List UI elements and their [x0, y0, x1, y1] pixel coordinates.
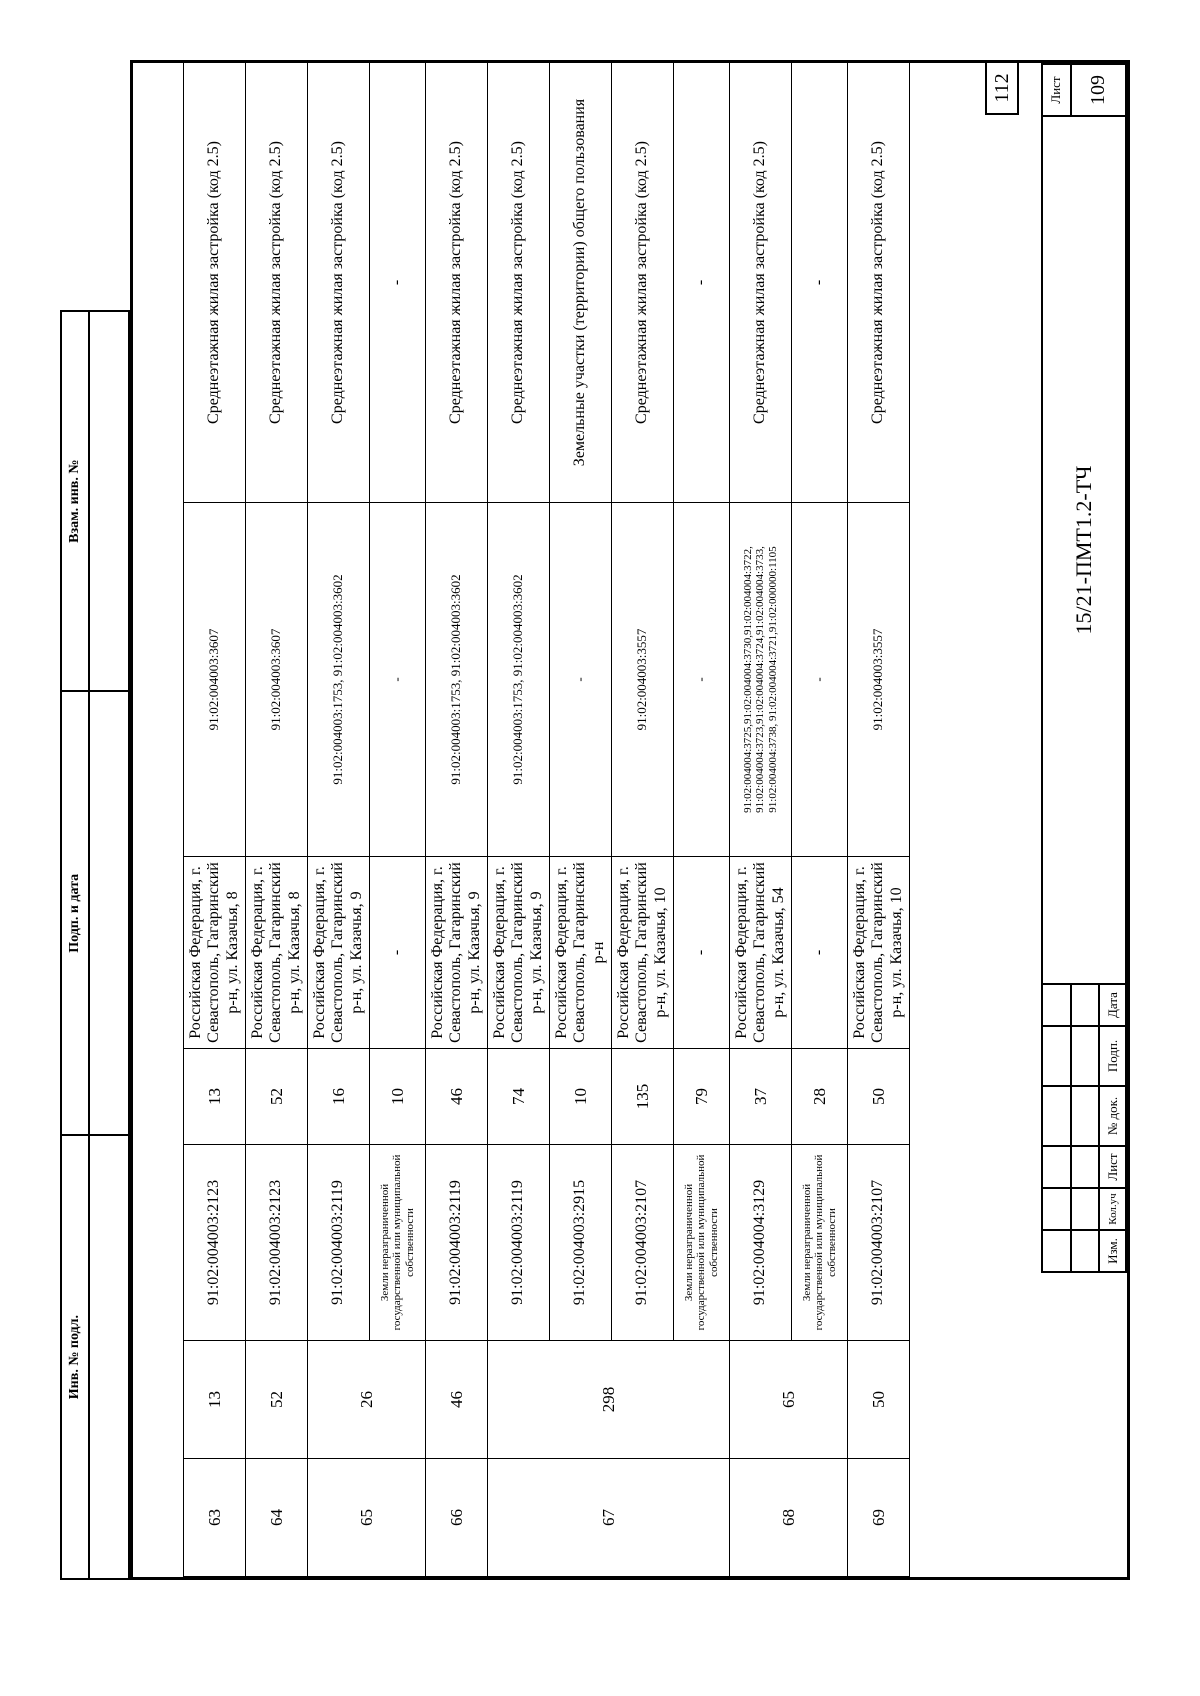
title-cell: [1042, 1026, 1071, 1086]
cadastral-cell: -: [674, 503, 730, 857]
cadastral-cell: 91:02:004003:3607: [184, 503, 246, 857]
parcel-cell: 91:02:004003:2119: [426, 1145, 488, 1341]
row-number: 68: [730, 1459, 848, 1577]
use-cell: -: [370, 63, 426, 503]
area-cell: 16: [308, 1049, 370, 1145]
use-cell: -: [674, 63, 730, 503]
doc-no-header: № док.: [1099, 1086, 1126, 1146]
page-frame: [130, 60, 1130, 1580]
use-cell: Среднеэтажная жилая застройка (код 2.5): [184, 63, 246, 503]
use-cell: Среднеэтажная жилая застройка (код 2.5): [308, 63, 370, 503]
title-cell: [1042, 1230, 1071, 1272]
parcel-cell: 91:02:004003:2107: [848, 1145, 910, 1341]
title-cell: [1071, 1086, 1100, 1146]
cadastral-cell: 91:02:004003:3557: [848, 503, 910, 857]
table-row: [184, 63, 246, 1577]
parcel-cell: Земли неразграниченной государственной или муниципальной собственности: [792, 1145, 848, 1341]
cadastral-cell: 91:02:004003:3607: [246, 503, 308, 857]
row-number: 67: [488, 1459, 730, 1577]
parcel-cell: Земли неразграниченной государственной или муниципальной собственности: [370, 1145, 426, 1341]
use-cell: Среднеэтажная жилая застройка (код 2.5): [848, 63, 910, 503]
area-total: 65: [730, 1341, 848, 1459]
cadastral-cell: 91:02:004004:3725,91:02:004004:3730,91:02:004004:3722, 91:02:004004:3723,91:02:004004:3724,91:02:004004:3733, 91:02:004004:3738, 91:02:004004:3721,91:02:000000:1105: [730, 503, 792, 857]
area-cell: 13: [184, 1049, 246, 1145]
table-row: [426, 63, 488, 1577]
title-cell: [1042, 984, 1071, 1026]
parcel-cell: 91:02:004003:2119: [308, 1145, 370, 1341]
area-cell: 135: [612, 1049, 674, 1145]
date-header: Дата: [1099, 984, 1126, 1026]
sheet-number: 109: [1071, 64, 1126, 116]
area-total: 13: [184, 1341, 246, 1459]
area-total: 26: [308, 1341, 426, 1459]
title-cell: [1071, 1230, 1100, 1272]
area-cell: 74: [488, 1049, 550, 1145]
row-number: 63: [184, 1459, 246, 1577]
title-cell: [1071, 1188, 1100, 1230]
list-header: Лист: [1099, 1146, 1126, 1188]
area-total: 52: [246, 1341, 308, 1459]
row-number: 66: [426, 1459, 488, 1577]
use-cell: Среднеэтажная жилая застройка (код 2.5): [246, 63, 308, 503]
replace-inv-label: Взам. инв. №: [61, 311, 89, 691]
use-cell: Среднеэтажная жилая застройка (код 2.5): [612, 63, 674, 503]
title-cell: [1071, 1026, 1100, 1086]
table-row: [308, 63, 370, 1577]
sign-header: Подп.: [1099, 1026, 1126, 1086]
use-cell: -: [792, 63, 848, 503]
area-cell: 50: [848, 1049, 910, 1145]
area-cell: 52: [246, 1049, 308, 1145]
address-cell: Российская Федерация, г. Севастополь, Гагаринский р-н, ул. Казачья, 10: [848, 857, 910, 1049]
parcel-cell: 91:02:004004:3129: [730, 1145, 792, 1341]
use-cell: Среднеэтажная жилая застройка (код 2.5): [488, 63, 550, 503]
address-cell: Российская Федерация, г. Севастополь, Гагаринский р-н, ул. Казачья, 8: [246, 857, 308, 1049]
replace-inv-value: [89, 311, 129, 691]
title-cell: [1042, 1146, 1071, 1188]
use-cell: Среднеэтажная жилая застройка (код 2.5): [426, 63, 488, 503]
area-cell: 46: [426, 1049, 488, 1145]
title-cell: [1071, 984, 1100, 1026]
area-cell: 28: [792, 1049, 848, 1145]
use-cell: Земельные участки (территории) общего пользования: [550, 63, 612, 503]
address-cell: Российская Федерация, г. Севастополь, Гагаринский р-н, ул. Казачья, 54: [730, 857, 792, 1049]
title-block: [1041, 63, 1127, 1273]
area-cell: 79: [674, 1049, 730, 1145]
cadastral-cell: -: [792, 503, 848, 857]
izm-header: Изм.: [1099, 1230, 1126, 1272]
address-cell: Российская Федерация, г. Севастополь, Гагаринский р-н: [550, 857, 612, 1049]
cadastral-cell: -: [370, 503, 426, 857]
parcel-cell: 91:02:004003:2123: [246, 1145, 308, 1341]
use-cell: Среднеэтажная жилая застройка (код 2.5): [730, 63, 792, 503]
address-cell: Российская Федерация, г. Севастополь, Гагаринский р-н, ул. Казачья, 9: [426, 857, 488, 1049]
cadastral-cell: 91:02:004003:3557: [612, 503, 674, 857]
cadastral-cell: 91:02:004003:1753, 91:02:004003:3602: [308, 503, 370, 857]
parcel-table: [183, 62, 910, 1577]
row-number: 69: [848, 1459, 910, 1577]
address-cell: -: [792, 857, 848, 1049]
area-total: 298: [488, 1341, 730, 1459]
parcel-cell: 91:02:004003:2119: [488, 1145, 550, 1341]
table-row: [848, 63, 910, 1577]
inv-orig-label: Инв. № подл.: [61, 1135, 89, 1579]
page-number: 112: [985, 63, 1019, 115]
sign-date-label: Подп. и дата: [61, 691, 89, 1135]
area-total: 46: [426, 1341, 488, 1459]
inv-orig-value: [89, 1135, 129, 1579]
kol-uch-header: Кол.уч: [1099, 1188, 1126, 1230]
title-cell: [1071, 1146, 1100, 1188]
address-cell: Российская Федерация, г. Севастополь, Гагаринский р-н, ул. Казачья, 8: [184, 857, 246, 1049]
title-cell: [1042, 1086, 1071, 1146]
parcel-cell: 91:02:004003:2123: [184, 1145, 246, 1341]
parcel-cell: 91:02:004003:2107: [612, 1145, 674, 1341]
row-number: 65: [308, 1459, 426, 1577]
address-cell: Российская Федерация, г. Севастополь, Гагаринский р-н, ул. Казачья, 9: [488, 857, 550, 1049]
area-cell: 10: [370, 1049, 426, 1145]
address-cell: Российская Федерация, г. Севастополь, Гагаринский р-н, ул. Казачья, 10: [612, 857, 674, 1049]
parcel-cell: Земли неразграниченной государственной или муниципальной собственности: [674, 1145, 730, 1341]
cadastral-cell: -: [550, 503, 612, 857]
document-code: 15/21-ПМТ1.2-ТЧ: [1042, 116, 1126, 984]
parcel-cell: 91:02:004003:2915: [550, 1145, 612, 1341]
title-cell: [1042, 1188, 1071, 1230]
address-cell: -: [370, 857, 426, 1049]
side-stamp: [60, 310, 130, 1580]
address-cell: Российская Федерация, г. Севастополь, Гагаринский р-н, ул. Казачья, 9: [308, 857, 370, 1049]
rotated-sheet: [60, 60, 1130, 1580]
row-number: 64: [246, 1459, 308, 1577]
table-row: [488, 63, 550, 1577]
sign-date-value: [89, 691, 129, 1135]
area-total: 50: [848, 1341, 910, 1459]
table-row: [730, 63, 792, 1577]
cadastral-cell: 91:02:004003:1753, 91:02:004003:3602: [488, 503, 550, 857]
area-cell: 37: [730, 1049, 792, 1145]
table-row: [246, 63, 308, 1577]
sheet-label: Лист: [1042, 64, 1071, 116]
area-cell: 10: [550, 1049, 612, 1145]
cadastral-cell: 91:02:004003:1753, 91:02:004003:3602: [426, 503, 488, 857]
address-cell: -: [674, 857, 730, 1049]
